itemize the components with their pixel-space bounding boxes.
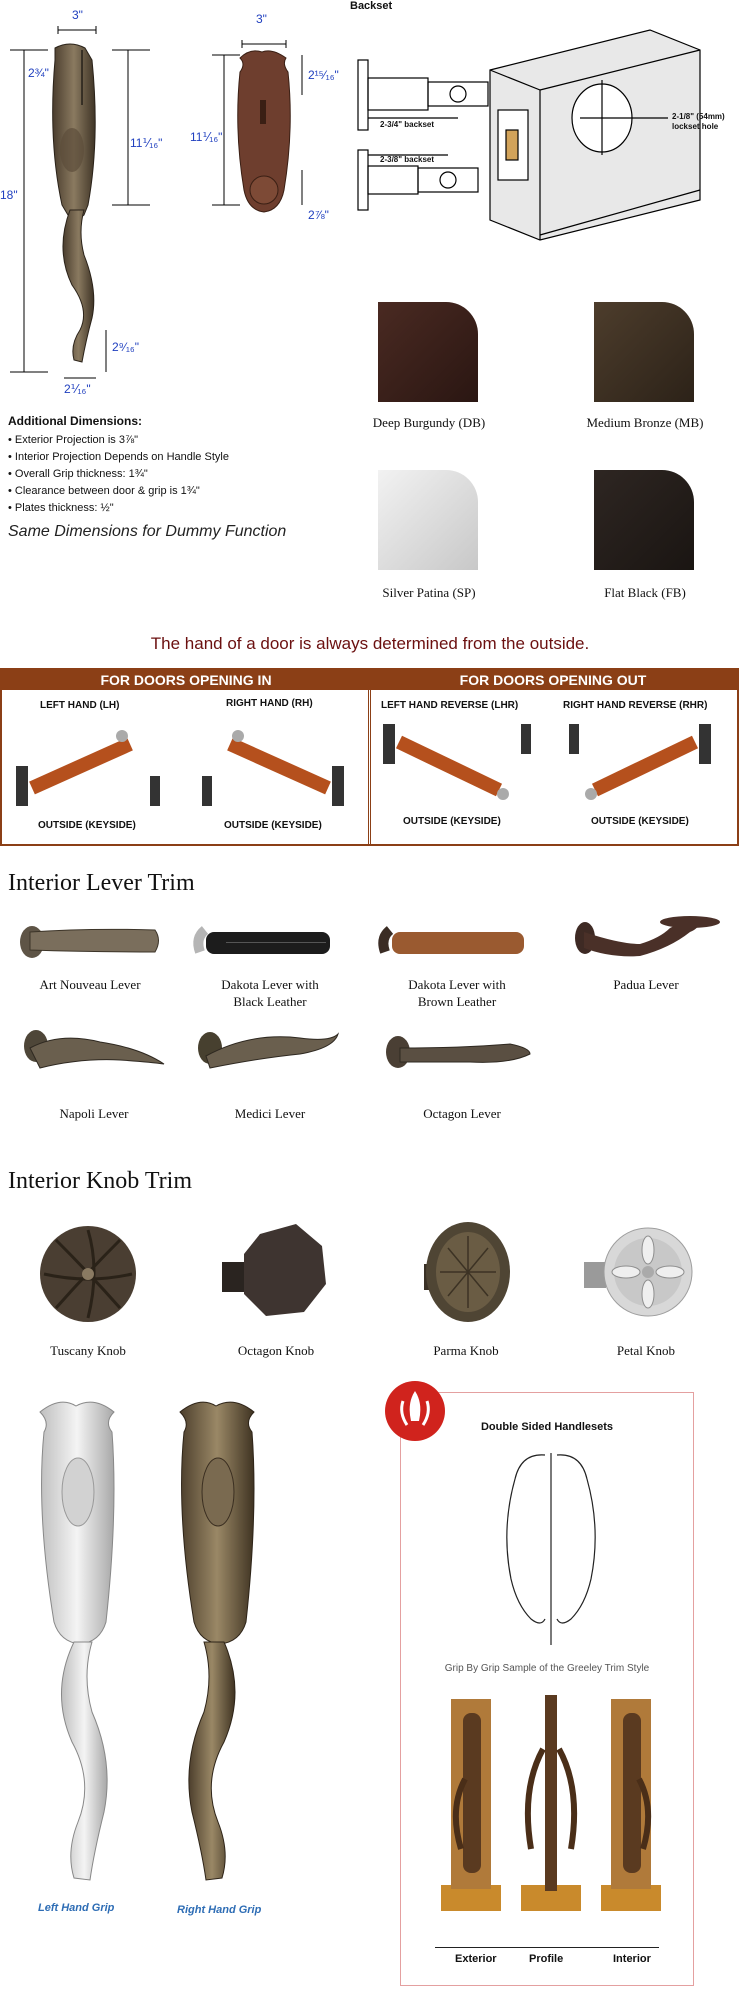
hole-label-1: 2-1/8" (54mm) (672, 112, 725, 121)
finish-sp (378, 470, 478, 570)
door-in-title: FOR DOORS OPENING IN (2, 670, 370, 690)
lever-label-dakota-black: Dakota Lever with Black Leather (221, 977, 319, 1009)
outside-label-rhr: OUTSIDE (KEYSIDE) (591, 816, 689, 827)
padua-lever-image (575, 916, 720, 956)
backset-label-1: 2-3/4" backset (380, 120, 435, 129)
door-in-svg (2, 714, 370, 814)
lhr-label: LEFT HAND REVERSE (LHR) (381, 700, 519, 711)
parma-knob-image (424, 1222, 510, 1322)
right-hand-grip-image (180, 1402, 254, 1880)
lh-label: LEFT HAND (LH) (40, 700, 120, 711)
dim-grip-low: 2⁹⁄₁₆" (112, 340, 139, 354)
knobs-svg (0, 1210, 740, 1340)
dakota-brown-lever-image (383, 930, 524, 954)
levers-svg (0, 908, 740, 1098)
rh-label: RIGHT HAND (RH) (226, 698, 313, 709)
dim-plate-width: 3" (256, 12, 267, 26)
grip-samples-svg (421, 1689, 681, 1925)
left-hand-grip-image (40, 1402, 114, 1880)
octagon-lever-image (386, 1036, 530, 1068)
rhr-label: RIGHT HAND REVERSE (RHR) (563, 700, 708, 711)
dim-handle-width: 3" (72, 8, 83, 22)
knob-label-petal: Petal Knob (616, 1343, 676, 1358)
dakota-black-lever-image (198, 930, 330, 954)
lever-label-padua: Padua Lever (613, 977, 679, 992)
label-exterior: Exterior (455, 1953, 497, 1965)
additional-item: • Overall Grip thickness: 1¾" (8, 468, 148, 480)
finish-label-mb: Medium Bronze (MB) (586, 415, 704, 430)
backset-label-2: 2-3/8" backset (380, 155, 435, 164)
dim-handle-upper: 11⅟₁₆" (130, 136, 163, 150)
plate-dimension-drawing (190, 0, 350, 250)
dim-plate-top: 2¹⁵⁄₁₆" (308, 68, 339, 82)
grips-svg (0, 1392, 270, 1902)
finish-swatch-sp (378, 470, 478, 570)
lever-label-napoli: Napoli Lever (59, 1106, 129, 1121)
outside-label-rh: OUTSIDE (KEYSIDE) (224, 820, 322, 831)
additional-item: • Clearance between door & grip is 1¾" (8, 485, 200, 497)
door-out-title: FOR DOORS OPENING OUT (369, 670, 737, 690)
finish-swatch-fb (594, 470, 694, 570)
double-sided-subtitle: Grip By Grip Sample of the Greeley Trim Style (444, 1663, 650, 1674)
octagon-knob-image (222, 1224, 326, 1316)
dim-plate-bottom: 2⅞" (308, 208, 329, 222)
finish-swatch-mb (594, 302, 694, 402)
knob-section-title: Interior Knob Trim (8, 1168, 193, 1194)
hole-label-2: lockset hole (672, 122, 719, 131)
handle-dimension-drawing (0, 0, 170, 400)
hand-statement: The hand of a door is always determined from the outside. (150, 634, 590, 653)
art-nouveau-lever-image (20, 926, 159, 958)
label-interior: Interior (613, 1953, 651, 1965)
lever-label-octagon: Octagon Lever (423, 1106, 501, 1121)
double-sided-outline-svg (461, 1449, 641, 1649)
handle-svg (0, 0, 170, 400)
finish-label-fb: Flat Black (FB) (604, 585, 686, 600)
lever-label-medici: Medici Lever (234, 1106, 306, 1121)
label-profile: Profile (529, 1953, 564, 1965)
dim-grip-base: 2⅟₁₆" (64, 382, 91, 396)
finish-label-sp: Silver Patina (SP) (382, 585, 476, 600)
double-sided-panel (400, 1392, 694, 1986)
right-grip-label: Right Hand Grip (177, 1904, 262, 1916)
door-opening-out-panel (368, 668, 739, 846)
finish-swatch-db (378, 302, 478, 402)
left-grip-label: Left Hand Grip (38, 1902, 115, 1914)
napoli-lever-image (24, 1030, 164, 1068)
dim-plate-height: 11⅟₁₆" (190, 130, 223, 144)
medici-lever-image (198, 1032, 338, 1068)
knob-label-tuscany: Tuscany Knob (50, 1343, 126, 1358)
dim-handle-overall: 18" (0, 188, 18, 202)
petal-knob-image (584, 1228, 692, 1316)
finish-db (378, 302, 478, 402)
lever-label-art-nouveau: Art Nouveau Lever (39, 977, 141, 992)
dummy-note: Same Dimensions for Dummy Function (8, 523, 287, 540)
finish-label-db: Deep Burgundy (DB) (372, 415, 486, 430)
finish-mb (594, 302, 694, 402)
dim-handle-top: 2¾" (28, 66, 49, 80)
outside-label-lhr: OUTSIDE (KEYSIDE) (403, 816, 501, 827)
outside-label-lh: OUTSIDE (KEYSIDE) (38, 820, 136, 831)
additional-title: Additional Dimensions: (8, 414, 143, 428)
additional-item: • Exterior Projection is 3⅞" (8, 434, 139, 446)
knob-label-parma: Parma Knob (433, 1343, 499, 1358)
door-opening-in-panel (0, 668, 371, 846)
door-out-svg (369, 714, 737, 814)
knob-label-octagon: Octagon Knob (237, 1343, 315, 1358)
finish-fb (594, 470, 694, 570)
additional-item: • Plates thickness: ½" (8, 502, 114, 514)
sample-divider (435, 1947, 659, 1948)
additional-item: • Interior Projection Depends on Handle Style (8, 451, 229, 463)
lever-label-dakota-brown: Dakota Lever with Brown Leather (408, 977, 506, 1009)
lever-section-title: Interior Lever Trim (8, 870, 195, 896)
additional-dimensions (8, 414, 348, 541)
backset-diagram (350, 0, 740, 260)
backset-title: Backset (350, 0, 393, 12)
double-sided-title: Double Sided Handlesets (480, 1421, 614, 1433)
tuscany-knob-image (40, 1226, 136, 1322)
